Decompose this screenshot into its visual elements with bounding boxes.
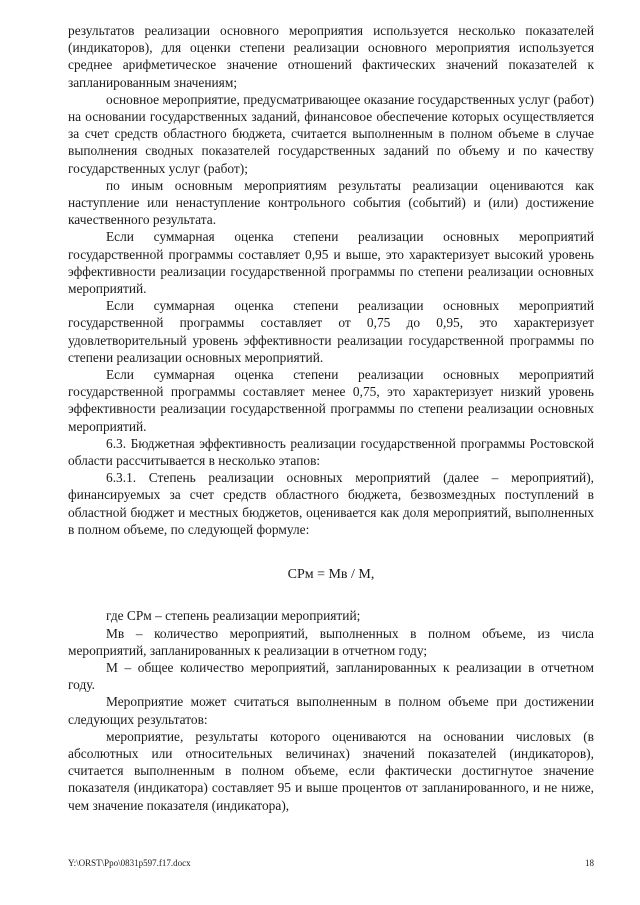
paragraph: по иным основным мероприятиям результаты реализации оцениваются как наступление или ненаступление контрольного события (событий) и (или) достижение качественного результата. <box>68 177 594 228</box>
paragraph: 6.3.1. Степень реализации основных мероприятий (далее – мероприятий), финансируемых за счет средств областного бюджета, безвозмездных поступлений в областной бюджет и местных бюджетов, оценивается как доля мероприятий, выполненных в полном объеме, по следующей формуле: <box>68 470 594 537</box>
formula: СРм = Мв / М, <box>287 567 375 583</box>
page-number: 18 <box>585 858 594 868</box>
paragraph: результатов реализации основного мероприятия используется несколько показателей (индикаторов), для оценки степени реализации основного мероприятия используется среднее арифметическое значение отношений фактических значений показателей к запланированным значениям; <box>68 23 594 90</box>
paragraph: Если суммарная оценка степени реализации основных мероприятий государственной программы составляет от 0,75 до 0,95, это характеризует удовлетворительный уровень эффективности реализации государственной программы по степени реализации основных мероприятий. <box>68 298 594 365</box>
file-path: Y:\ORST\Ppo\0831p597.f17.docx <box>68 858 191 868</box>
paragraph: 6.3. Бюджетная эффективность реализации государственной программы Ростовской области рассчитывается в несколько этапов: <box>68 435 594 469</box>
paragraph: Мероприятие может считаться выполненным в полном объеме при достижении следующих результатов: <box>68 694 594 727</box>
document-body <box>68 22 594 814</box>
paragraph: где СРм – степень реализации мероприятий; <box>106 608 361 624</box>
page-footer <box>68 858 594 868</box>
paragraph: М – общее количество мероприятий, запланированных к реализации в отчетном году. <box>68 659 594 693</box>
paragraph: мероприятие, результаты которого оцениваются на основании числовых (в абсолютных или относительных величинах) значений показателей (индикаторов), считается выполненным в полном объеме, если фактически достигнутое значение показателя (индикатора) составляет 95 и выше процентов от запланированного, и не ниже, чем значение показателя (индикатора), <box>68 728 594 813</box>
paragraph: Если суммарная оценка степени реализации основных мероприятий государственной программы составляет менее 0,75, это характеризует низкий уровень эффективности реализации государственной программы по степени реализации основных мероприятий. <box>68 367 594 434</box>
paragraph: основное мероприятие, предусматривающее оказание государственных услуг (работ) на основании государственных заданий, финансовое обеспечение которых осуществляется за счет средств областного бюджета, считается выполненным в полном объеме в случае выполнения сводных показателей государственных заданий по объему и по качеству государственных услуг (работ); <box>68 91 594 176</box>
paragraph: Если суммарная оценка степени реализации основных мероприятий государственной программы составляет 0,95 и выше, это характеризует высокий уровень эффективности реализации государственной программы по степени реализации основных мероприятий. <box>68 229 594 297</box>
paragraph: Мв – количество мероприятий, выполненных в полном объеме, из числа мероприятий, запланированных к реализации в отчетном году; <box>68 625 594 658</box>
